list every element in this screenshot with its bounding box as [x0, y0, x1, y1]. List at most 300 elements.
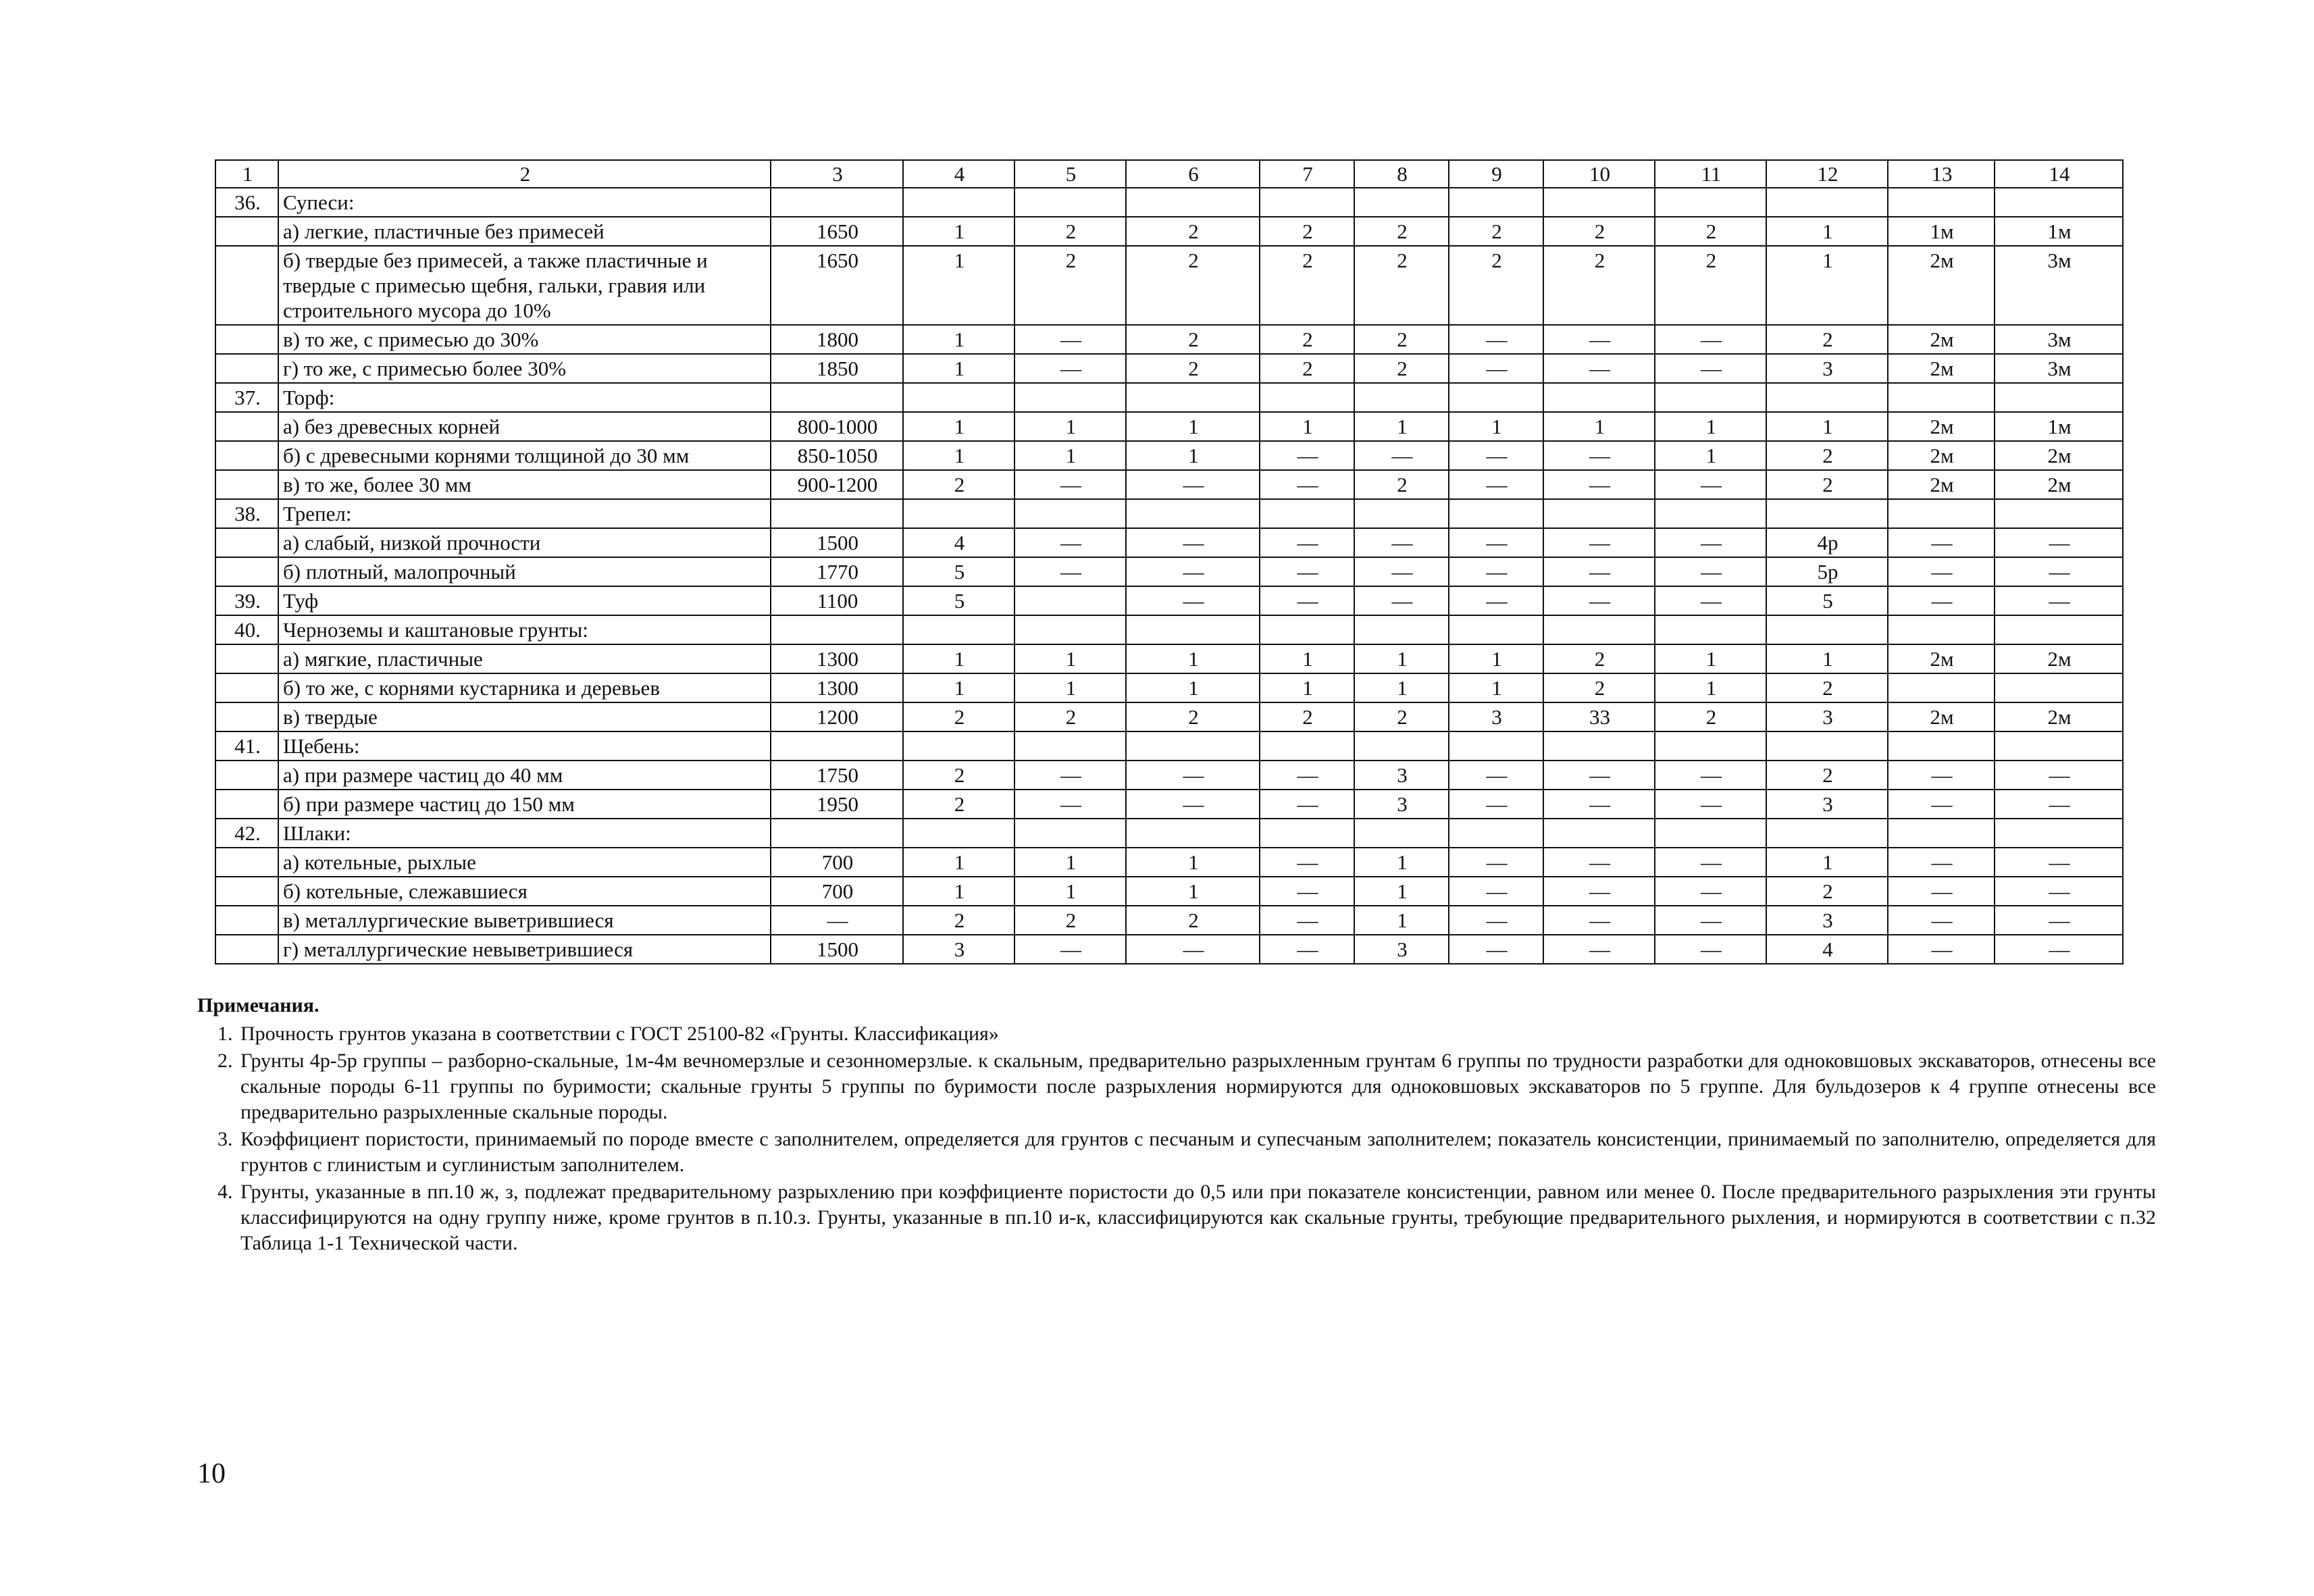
header-cell: 10	[1543, 160, 1655, 188]
value-cell: —	[1655, 877, 1766, 906]
soil-name-cell: а) легкие, пластичные без примесей	[278, 217, 771, 246]
value-cell: 1	[1014, 644, 1126, 673]
value-cell	[1766, 731, 1888, 761]
value-cell: 1	[1260, 673, 1354, 702]
value-cell	[1260, 615, 1354, 644]
value-cell: 3	[1766, 354, 1888, 383]
row-number-cell	[215, 935, 278, 964]
value-cell	[1995, 615, 2123, 644]
header-cell: 9	[1449, 160, 1543, 188]
value-cell	[1766, 499, 1888, 528]
value-cell: 1	[1449, 644, 1543, 673]
value-cell	[1449, 383, 1543, 412]
header-cell: 11	[1655, 160, 1766, 188]
table-row	[215, 790, 2123, 819]
value-cell	[1126, 188, 1260, 217]
table-row	[215, 499, 2123, 528]
header-cell: 7	[1260, 160, 1354, 188]
value-cell: —	[1449, 325, 1543, 354]
value-cell: —	[771, 906, 903, 935]
value-cell	[1766, 383, 1888, 412]
value-cell: 1	[903, 246, 1014, 325]
value-cell	[1888, 188, 1995, 217]
table-row	[215, 935, 2123, 964]
soil-name-cell: Черноземы и каштановые грунты:	[278, 615, 771, 644]
value-cell: 2	[1766, 470, 1888, 499]
value-cell: 2	[1354, 470, 1449, 499]
value-cell: —	[1655, 790, 1766, 819]
table-row	[215, 673, 2123, 702]
value-cell	[1995, 383, 2123, 412]
value-cell: 2	[1354, 325, 1449, 354]
value-cell: —	[1888, 557, 1995, 586]
value-cell: 1	[903, 412, 1014, 441]
value-cell: —	[1014, 470, 1126, 499]
table-row	[215, 702, 2123, 731]
value-cell	[1995, 731, 2123, 761]
notes-list	[197, 1021, 2156, 1256]
soil-name-cell: а) слабый, низкой прочности	[278, 528, 771, 557]
value-cell: 2м	[1888, 412, 1995, 441]
value-cell: —	[1449, 586, 1543, 615]
value-cell: 1м	[1888, 217, 1995, 246]
value-cell: 3м	[1995, 354, 2123, 383]
value-cell: 3	[1449, 702, 1543, 731]
value-cell: 2	[1655, 702, 1766, 731]
value-cell: —	[1995, 586, 2123, 615]
value-cell: 2	[1543, 673, 1655, 702]
value-cell	[1014, 383, 1126, 412]
value-cell	[1014, 615, 1126, 644]
row-number-cell	[215, 528, 278, 557]
value-cell	[1354, 731, 1449, 761]
value-cell: 4	[1766, 935, 1888, 964]
value-cell	[1260, 188, 1354, 217]
row-number-cell: 39.	[215, 586, 278, 615]
value-cell: 2	[1766, 325, 1888, 354]
value-cell: 1500	[771, 935, 903, 964]
value-cell	[1888, 673, 1995, 702]
row-number-cell	[215, 790, 278, 819]
value-cell: 1	[1449, 673, 1543, 702]
value-cell: 1	[1766, 644, 1888, 673]
value-cell: 2	[1014, 702, 1126, 731]
value-cell: 2	[1543, 246, 1655, 325]
value-cell	[903, 383, 1014, 412]
value-cell: 2	[1543, 644, 1655, 673]
value-cell	[771, 615, 903, 644]
value-cell: 3	[1766, 790, 1888, 819]
table-row	[215, 383, 2123, 412]
value-cell: 3	[1766, 702, 1888, 731]
value-cell: 2	[1126, 325, 1260, 354]
value-cell: 1	[1014, 673, 1126, 702]
value-cell: —	[1449, 470, 1543, 499]
value-cell: —	[1543, 528, 1655, 557]
value-cell: 1	[1260, 644, 1354, 673]
value-cell: —	[1014, 354, 1126, 383]
value-cell	[1888, 731, 1995, 761]
value-cell	[903, 499, 1014, 528]
value-cell: 2	[1766, 877, 1888, 906]
value-cell	[1449, 819, 1543, 848]
value-cell: 1	[1766, 246, 1888, 325]
value-cell: 1	[1354, 644, 1449, 673]
value-cell: —	[1260, 470, 1354, 499]
value-cell: 2	[903, 790, 1014, 819]
value-cell: 1950	[771, 790, 903, 819]
row-number-cell	[215, 441, 278, 470]
value-cell	[1888, 615, 1995, 644]
notes-section	[197, 993, 2156, 1258]
row-number-cell	[215, 246, 278, 325]
value-cell	[1995, 673, 2123, 702]
value-cell	[1655, 731, 1766, 761]
row-number-cell	[215, 848, 278, 877]
value-cell	[1126, 615, 1260, 644]
value-cell	[1354, 499, 1449, 528]
value-cell: —	[1449, 935, 1543, 964]
value-cell	[1354, 188, 1449, 217]
value-cell	[1354, 615, 1449, 644]
value-cell	[1126, 731, 1260, 761]
note-item	[217, 1021, 2156, 1047]
value-cell	[1655, 819, 1766, 848]
value-cell: 33	[1543, 702, 1655, 731]
note-item	[217, 1179, 2156, 1256]
value-cell	[1888, 819, 1995, 848]
header-cell: 12	[1766, 160, 1888, 188]
table-row	[215, 441, 2123, 470]
table-header	[215, 160, 2123, 188]
value-cell: 1	[903, 644, 1014, 673]
value-cell: 3	[1354, 761, 1449, 790]
value-cell: 850-1050	[771, 441, 903, 470]
value-cell: —	[1995, 528, 2123, 557]
soil-name-cell: Торф:	[278, 383, 771, 412]
value-cell	[1449, 188, 1543, 217]
value-cell: 2	[1014, 246, 1126, 325]
value-cell: 1	[1014, 441, 1126, 470]
soil-name-cell: г) то же, с примесью более 30%	[278, 354, 771, 383]
value-cell: 3	[903, 935, 1014, 964]
value-cell: 3м	[1995, 246, 2123, 325]
value-cell: 2	[1766, 673, 1888, 702]
value-cell: 1	[1126, 441, 1260, 470]
value-cell: 2	[1354, 217, 1449, 246]
value-cell: 2	[1126, 217, 1260, 246]
note-number: 4.	[217, 1181, 233, 1203]
value-cell: —	[1260, 935, 1354, 964]
note-number: 3.	[217, 1128, 233, 1150]
soil-classification-table	[215, 159, 2124, 964]
value-cell: —	[1888, 528, 1995, 557]
value-cell: 1650	[771, 246, 903, 325]
value-cell	[1995, 499, 2123, 528]
value-cell: 1	[1766, 848, 1888, 877]
value-cell: 2м	[1888, 441, 1995, 470]
value-cell: —	[1449, 557, 1543, 586]
table-row	[215, 644, 2123, 673]
value-cell: 4р	[1766, 528, 1888, 557]
value-cell: 2м	[1888, 644, 1995, 673]
value-cell: 1	[1354, 848, 1449, 877]
value-cell: —	[1126, 557, 1260, 586]
table-row	[215, 557, 2123, 586]
value-cell: 1	[1126, 848, 1260, 877]
value-cell: 1	[1655, 441, 1766, 470]
soil-name-cell: б) с древесными корнями толщиной до 30 мм	[278, 441, 771, 470]
table-row	[215, 246, 2123, 325]
value-cell: —	[1655, 935, 1766, 964]
value-cell: 1850	[771, 354, 903, 383]
soil-name-cell: а) без древесных корней	[278, 412, 771, 441]
value-cell	[1449, 499, 1543, 528]
value-cell: 2	[1449, 246, 1543, 325]
value-cell	[1014, 499, 1126, 528]
soil-name-cell: а) мягкие, пластичные	[278, 644, 771, 673]
value-cell: 1	[1126, 644, 1260, 673]
row-number-cell	[215, 470, 278, 499]
value-cell: 2	[903, 702, 1014, 731]
value-cell: —	[1014, 528, 1126, 557]
value-cell: —	[1354, 557, 1449, 586]
value-cell: —	[1655, 848, 1766, 877]
value-cell	[1126, 383, 1260, 412]
header-cell: 4	[903, 160, 1014, 188]
table-row	[215, 217, 2123, 246]
table-row	[215, 325, 2123, 354]
value-cell: 2м	[1888, 325, 1995, 354]
value-cell	[771, 819, 903, 848]
value-cell: —	[1126, 935, 1260, 964]
soil-name-cell: в) то же, с примесью до 30%	[278, 325, 771, 354]
value-cell	[1543, 819, 1655, 848]
value-cell: 1	[1126, 877, 1260, 906]
value-cell: 2	[1260, 702, 1354, 731]
row-number-cell: 42.	[215, 819, 278, 848]
value-cell: 2	[1260, 246, 1354, 325]
value-cell: —	[1354, 528, 1449, 557]
value-cell: 2	[1126, 246, 1260, 325]
value-cell: 2	[903, 470, 1014, 499]
row-number-cell	[215, 354, 278, 383]
soil-name-cell: б) твердые без примесей, а также пластичные и твердые с примесью щебня, гальки, гравия или строительного мусора до 10%	[278, 246, 771, 325]
table-row	[215, 470, 2123, 499]
value-cell	[1014, 188, 1126, 217]
table-row	[215, 848, 2123, 877]
value-cell: 800-1000	[771, 412, 903, 441]
row-number-cell: 37.	[215, 383, 278, 412]
header-cell: 13	[1888, 160, 1995, 188]
value-cell: —	[1655, 528, 1766, 557]
table-row	[215, 906, 2123, 935]
value-cell: 1	[1655, 673, 1766, 702]
value-cell: —	[1888, 761, 1995, 790]
value-cell: —	[1014, 557, 1126, 586]
value-cell: —	[1995, 557, 2123, 586]
value-cell	[1766, 615, 1888, 644]
value-cell: —	[1449, 848, 1543, 877]
value-cell	[1260, 819, 1354, 848]
value-cell: 1	[1354, 906, 1449, 935]
value-cell: —	[1543, 325, 1655, 354]
value-cell	[903, 819, 1014, 848]
value-cell: 2	[1766, 761, 1888, 790]
page-number: 10	[197, 1458, 226, 1489]
note-number: 1.	[217, 1023, 233, 1045]
value-cell: 700	[771, 877, 903, 906]
value-cell: 1	[903, 673, 1014, 702]
value-cell: —	[1543, 557, 1655, 586]
value-cell: 5	[903, 586, 1014, 615]
value-cell: 1	[1260, 412, 1354, 441]
table-row	[215, 877, 2123, 906]
soil-name-cell: Туф	[278, 586, 771, 615]
row-number-cell: 36.	[215, 188, 278, 217]
value-cell: 1	[1354, 412, 1449, 441]
value-cell: 2	[903, 761, 1014, 790]
table-row	[215, 819, 2123, 848]
value-cell: —	[1260, 848, 1354, 877]
value-cell: —	[1449, 761, 1543, 790]
value-cell: —	[1354, 441, 1449, 470]
note-item	[217, 1127, 2156, 1178]
value-cell	[1126, 499, 1260, 528]
value-cell: —	[1543, 906, 1655, 935]
note-text: Коэффициент пористости, принимаемый по породе вместе с заполнителем, определяется для грунтов с песчаным и супесчаным заполнителем; показатель консистенции, принимаемый по заполнителю, определяется для грунтов с глинистым и суглинистым заполнителем.	[240, 1128, 2156, 1176]
value-cell	[1766, 188, 1888, 217]
value-cell: —	[1014, 790, 1126, 819]
note-text: Прочность грунтов указана в соответствии с ГОСТ 25100-82 «Грунты. Классификация»	[240, 1023, 999, 1045]
value-cell	[1655, 188, 1766, 217]
value-cell	[1260, 383, 1354, 412]
value-cell: 2	[903, 906, 1014, 935]
value-cell: 1	[903, 354, 1014, 383]
value-cell: 2	[1543, 217, 1655, 246]
value-cell	[1655, 383, 1766, 412]
value-cell: 900-1200	[771, 470, 903, 499]
row-number-cell	[215, 877, 278, 906]
value-cell: —	[1260, 761, 1354, 790]
value-cell	[1449, 615, 1543, 644]
value-cell: 1	[903, 877, 1014, 906]
value-cell: —	[1888, 906, 1995, 935]
value-cell	[1014, 731, 1126, 761]
value-cell	[1260, 731, 1354, 761]
value-cell: 2	[1260, 325, 1354, 354]
value-cell: —	[1888, 790, 1995, 819]
value-cell: —	[1014, 325, 1126, 354]
value-cell: 2	[1126, 354, 1260, 383]
value-cell: 1100	[771, 586, 903, 615]
value-cell: 1	[1126, 673, 1260, 702]
table-row	[215, 586, 2123, 615]
value-cell: —	[1543, 790, 1655, 819]
value-cell: 2	[1014, 217, 1126, 246]
value-cell: —	[1543, 877, 1655, 906]
value-cell: 5р	[1766, 557, 1888, 586]
value-cell: —	[1655, 906, 1766, 935]
header-cell: 8	[1354, 160, 1449, 188]
value-cell: 700	[771, 848, 903, 877]
value-cell: —	[1888, 935, 1995, 964]
value-cell: 1	[1354, 877, 1449, 906]
value-cell: 2	[1354, 702, 1449, 731]
value-cell: 1	[1014, 877, 1126, 906]
value-cell: 2	[1766, 441, 1888, 470]
value-cell: —	[1126, 586, 1260, 615]
value-cell	[1354, 383, 1449, 412]
value-cell: 1	[903, 848, 1014, 877]
table-row	[215, 731, 2123, 761]
value-cell: 2	[1126, 702, 1260, 731]
note-text: Грунты 4р-5р группы – разборно-скальные, 1м-4м вечномерзлые и сезонномерзлые. к скальным, предварительно разрыхленным грунтам 6 группы по трудности разработки для одноковшовых экскаваторов, отнесены все скальные породы 6-11 группы по буримости; скальные грунты 5 группы по буримости после разрыхления нормируются для одноковшовых экскаваторов по 5 группе. Для бульдозеров к 4 группе отнесены все предварительно разрыхленные скальные породы.	[240, 1050, 2156, 1123]
value-cell: 1	[1766, 217, 1888, 246]
value-cell: —	[1888, 877, 1995, 906]
value-cell	[1126, 819, 1260, 848]
value-cell: 1750	[771, 761, 903, 790]
value-cell: —	[1260, 528, 1354, 557]
value-cell	[771, 731, 903, 761]
value-cell: —	[1888, 586, 1995, 615]
value-cell: 2м	[1995, 441, 2123, 470]
value-cell: —	[1888, 848, 1995, 877]
value-cell	[771, 499, 903, 528]
row-number-cell	[215, 325, 278, 354]
value-cell: —	[1260, 906, 1354, 935]
value-cell	[1655, 615, 1766, 644]
soil-name-cell: а) при размере частиц до 40 мм	[278, 761, 771, 790]
soil-name-cell: г) металлургические невыветрившиеся	[278, 935, 771, 964]
value-cell: —	[1655, 586, 1766, 615]
value-cell: —	[1543, 761, 1655, 790]
soil-name-cell: в) то же, более 30 мм	[278, 470, 771, 499]
value-cell: —	[1260, 557, 1354, 586]
value-cell: 3	[1354, 935, 1449, 964]
value-cell	[1888, 499, 1995, 528]
value-cell: 1650	[771, 217, 903, 246]
row-number-cell	[215, 412, 278, 441]
value-cell: —	[1995, 906, 2123, 935]
value-cell: —	[1126, 470, 1260, 499]
row-number-cell	[215, 906, 278, 935]
value-cell: 1	[1543, 412, 1655, 441]
value-cell: 1	[1449, 412, 1543, 441]
value-cell: —	[1543, 848, 1655, 877]
value-cell	[1449, 731, 1543, 761]
value-cell: 1500	[771, 528, 903, 557]
value-cell: —	[1655, 761, 1766, 790]
value-cell: —	[1126, 528, 1260, 557]
value-cell: —	[1655, 325, 1766, 354]
soil-name-cell: Трепел:	[278, 499, 771, 528]
value-cell: —	[1449, 877, 1543, 906]
soil-name-cell: б) то же, с корнями кустарника и деревьев	[278, 673, 771, 702]
value-cell: —	[1354, 586, 1449, 615]
soil-name-cell: Супеси:	[278, 188, 771, 217]
value-cell	[1543, 188, 1655, 217]
row-number-cell: 40.	[215, 615, 278, 644]
notes-title: Примечания.	[197, 994, 319, 1016]
value-cell: 2м	[1995, 470, 2123, 499]
value-cell: 5	[903, 557, 1014, 586]
table-row	[215, 412, 2123, 441]
row-number-cell	[215, 702, 278, 731]
value-cell: 1	[903, 217, 1014, 246]
soil-name-cell: б) котельные, слежавшиеся	[278, 877, 771, 906]
value-cell	[1995, 819, 2123, 848]
